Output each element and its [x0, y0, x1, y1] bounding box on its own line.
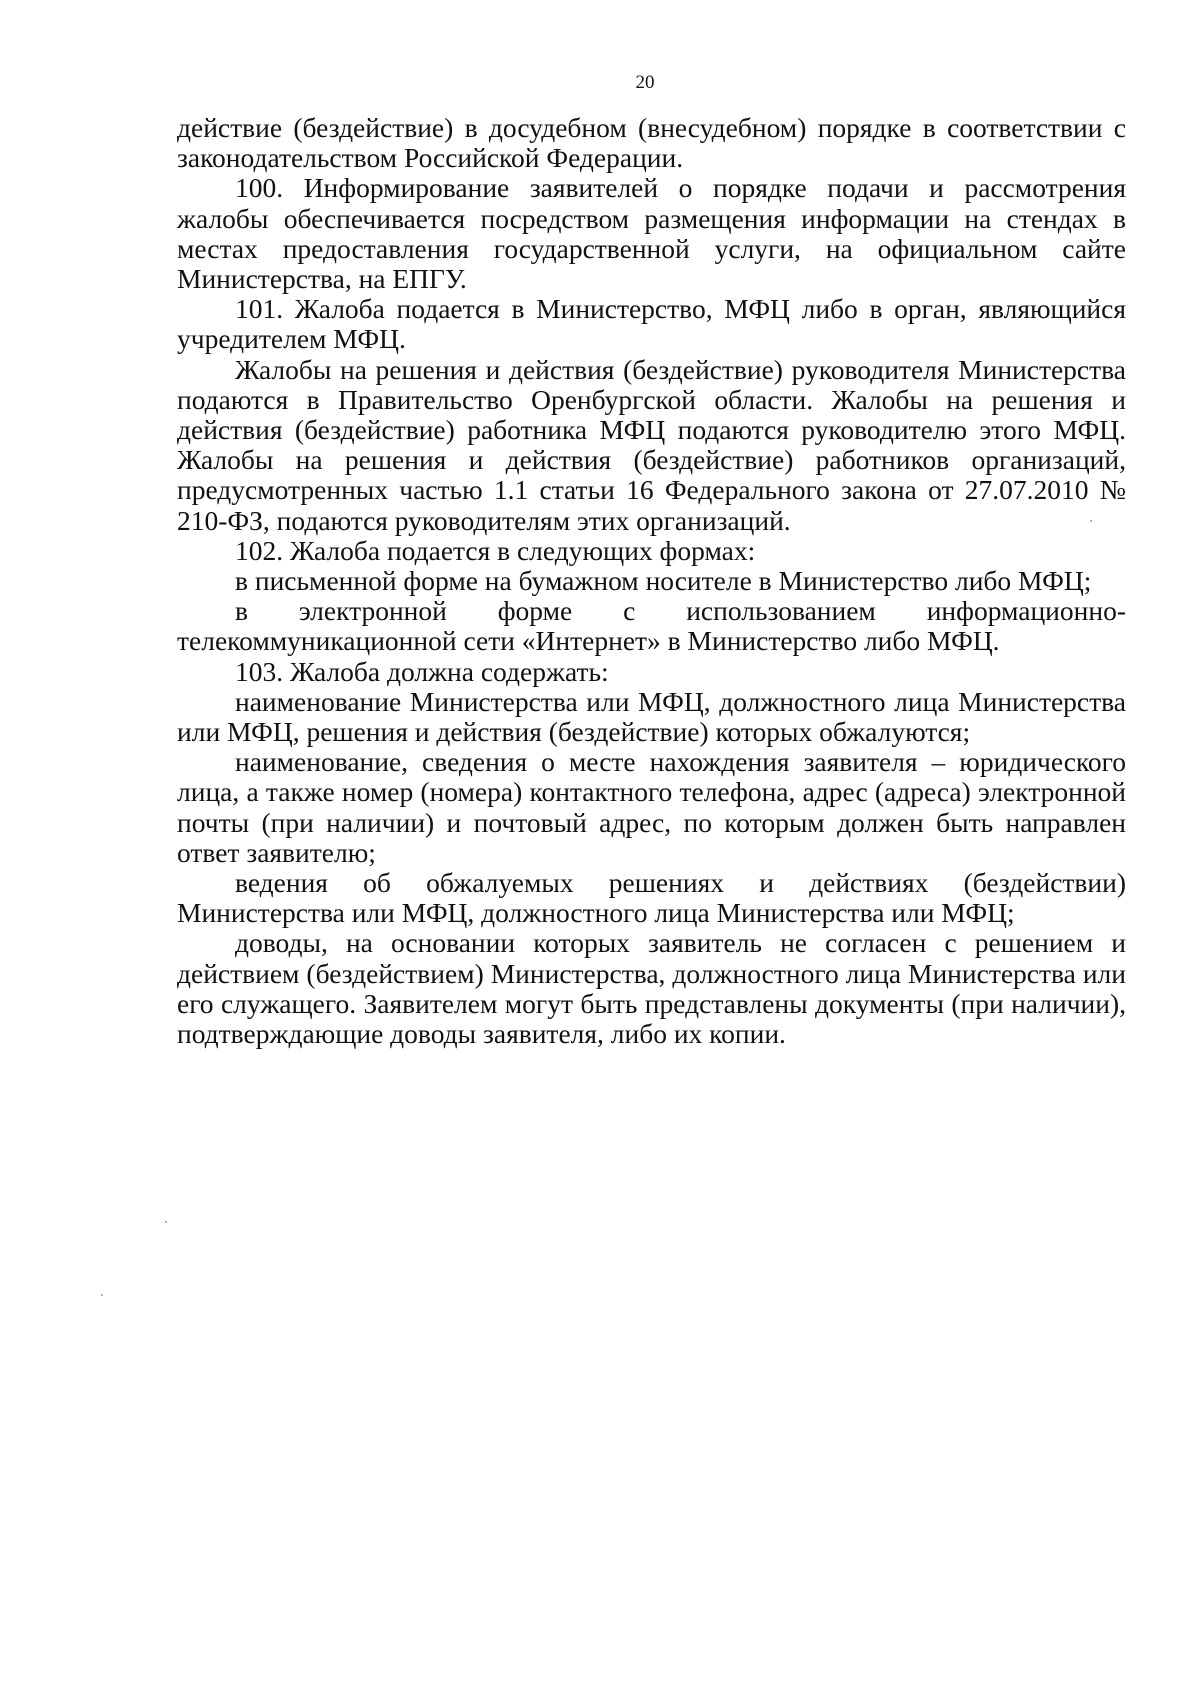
paragraph-103-item-applicant: наименование, сведения о месте нахождения заявителя – юридического лица, а также номер (номера) контактного телефона, адрес (адреса) электронной почты (при наличии) и почтовый адрес, по которым должен быть направлен ответ заявителю; [177, 746, 1126, 868]
scan-speck [165, 1221, 167, 1223]
paragraph-103-item-decisions: ведения об обжалуемых решениях и действиях (бездействии) Министерства или МФЦ, должностного лица Министерства или МФЦ; [177, 867, 1126, 929]
paragraph-102-written-form: в письменной форме на бумажном носителе в Министерство либо МФЦ; [235, 565, 1092, 597]
document-body [177, 113, 1126, 1049]
paragraph-continuation: действие (бездействие) в досудебном (внесудебном) порядке в соответствии с законодательством Российской Федерации. [177, 112, 1126, 174]
paragraph-103-item-name: наименование Министерства или МФЦ, должностного лица Министерства или МФЦ, решения и действия (бездействие) которых обжалуются; [177, 685, 1126, 748]
paragraph-103-item-arguments: доводы, на основании которых заявитель не согласен с решением и действием (бездействием) Министерства, должностного лица Министерства или его служащего. Заявителем могут быть представлены документы (при наличии), подтверждающие доводы заявителя, либо их копии. [177, 927, 1126, 1050]
paragraph-100: 100. Информирование заявителей о порядке подачи и рассмотрения жалобы обеспечивается посредством размещения информации на стендах в местах предоставления государственной услуги, на официальном сайте Министерства, на ЕПГУ. [177, 172, 1126, 295]
paragraph-102-electronic-form: в электронной форме с использованием информационно-телекоммуникационной сети «Интернет» в Министерство либо МФЦ. [177, 595, 1126, 657]
scan-speck [1090, 520, 1092, 522]
paragraph-101-complaints: Жалобы на решения и действия (бездействие) руководителя Министерства подаются в Правительство Оренбургской области. Жалобы на решения и действия (бездействие) работника МФЦ подаются руководителю этого МФЦ. Жалобы на решения и действия (бездействие) работников организаций, предусмотренных частью 1.1 статьи 16 Федерального закона от 27.07.2010 № 210-ФЗ, подаются руководителям этих организаций. [177, 353, 1126, 536]
paragraph-102: 102. Жалоба подается в следующих формах: [235, 534, 756, 566]
paragraph-101: 101. Жалоба подается в Министерство, МФЦ либо в орган, являющийся учредителем МФЦ. [177, 293, 1126, 355]
scan-speck [101, 1294, 103, 1296]
page-number: 20 [635, 72, 655, 93]
paragraph-103: 103. Жалоба должна содержать: [235, 655, 609, 687]
